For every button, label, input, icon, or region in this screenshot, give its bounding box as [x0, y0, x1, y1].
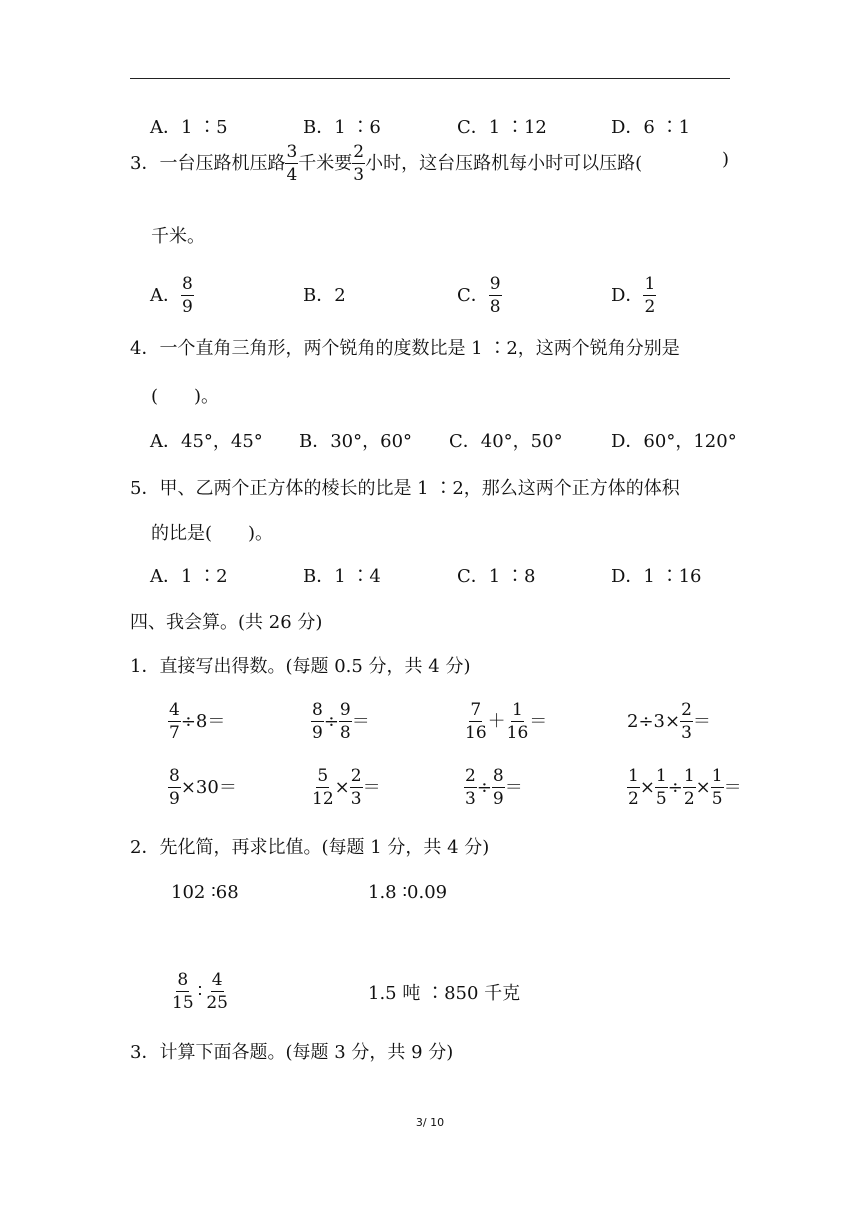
q3-number: 3．: [130, 153, 160, 174]
q3-fraction-3-4: $\frac{3}{4}$: [286, 142, 298, 185]
q3-line1: [130, 144, 642, 184]
q3-option-d: D． $\frac{1}{2}$: [611, 274, 656, 317]
ratio-4: 1.5 吨 ∶850 千克: [368, 983, 521, 1004]
s4q1-title: 1．直接写出得数。(每题 0.5 分，共 4 分): [130, 656, 471, 677]
q5-option-c: C．1 ∶8: [457, 566, 536, 587]
calc-1: $\frac{4}{7}$ ÷8＝: [169, 700, 226, 743]
q5-option-b: B．1 ∶4: [303, 566, 381, 587]
q2-option-d: D．6 ∶1: [611, 117, 691, 138]
q5-line1: 5．甲、乙两个正方体的棱长的比是 1 ∶2，那么这两个正方体的体积: [130, 478, 680, 499]
page-number: 3/ 10: [415, 1116, 445, 1129]
q4-line2: ( )。: [151, 386, 220, 407]
section-4-heading: 四、我会算。(共 26 分): [130, 612, 323, 633]
q4-option-b: B．30°，60°: [299, 431, 413, 452]
q3-text-2: 千米要: [298, 153, 353, 174]
q3-option-c: C． $\frac{9}{8}$: [457, 274, 501, 317]
q2-option-c: C．1 ∶12: [457, 117, 547, 138]
q3-fraction-2-3: $\frac{2}{3}$: [353, 142, 365, 185]
q3-line2: 千米。: [151, 226, 205, 247]
q2-option-a: A．1 ∶5: [150, 117, 228, 138]
calc-8: $\frac{1}{2}$ × $\frac{1}{5}$ ÷ $\frac{1}{2}$ × $\frac{1}{5}$ ＝: [628, 766, 742, 809]
q4-option-a: A．45°，45°: [150, 431, 263, 452]
calc-4: 2÷3× $\frac{2}{3}$ ＝: [627, 700, 711, 743]
calc-3: $\frac{7}{16}$ ＋ $\frac{1}{16}$ ＝: [465, 700, 548, 743]
q3-option-a: A． $\frac{8}{9}$: [150, 274, 193, 317]
s4q3-title: 3．计算下面各题。(每题 3 分，共 9 分): [130, 1042, 454, 1063]
q3-text-3: 小时，这台压路机每小时可以压路(: [365, 153, 643, 174]
q5-option-a: A．1 ∶2: [150, 566, 228, 587]
q3-option-b: B．2: [303, 285, 346, 306]
header-rule: [130, 78, 730, 79]
calc-7: $\frac{2}{3}$ ÷ $\frac{8}{9}$ ＝: [465, 766, 523, 809]
calc-2: $\frac{8}{9}$ ÷ $\frac{9}{8}$ ＝: [312, 700, 370, 743]
q4-option-d: D．60°，120°: [611, 431, 737, 452]
q2-option-b: B．1 ∶6: [303, 117, 381, 138]
ratio-2: 1.8 ∶0.09: [368, 882, 448, 903]
q3-option-c-fraction: $\frac{9}{8}$: [489, 274, 501, 317]
q4-option-c: C．40°，50°: [449, 431, 563, 452]
ratio-1: 102 ∶68: [171, 882, 239, 903]
q5-line2: 的比是( )。: [151, 523, 274, 544]
calc-5: $\frac{8}{9}$ ×30＝: [169, 766, 237, 809]
q3-text-1: 一台压路机压路: [159, 153, 286, 174]
s4q2-title: 2．先化简，再求比值。(每题 1 分，共 4 分): [130, 837, 490, 858]
calc-6: $\frac{5}{12}$ × $\frac{2}{3}$ ＝: [312, 766, 381, 809]
q5-option-d: D．1 ∶16: [611, 566, 702, 587]
q3-close-paren: ): [722, 149, 730, 170]
q3-option-a-fraction: $\frac{8}{9}$: [182, 274, 193, 317]
ratio-3: $\frac{8}{15}$ ∶ $\frac{4}{25}$: [172, 970, 228, 1013]
q3-option-d-fraction: $\frac{1}{2}$: [644, 274, 656, 317]
q4-line1: 4．一个直角三角形，两个锐角的度数比是 1 ∶2，这两个锐角分别是: [130, 338, 680, 359]
